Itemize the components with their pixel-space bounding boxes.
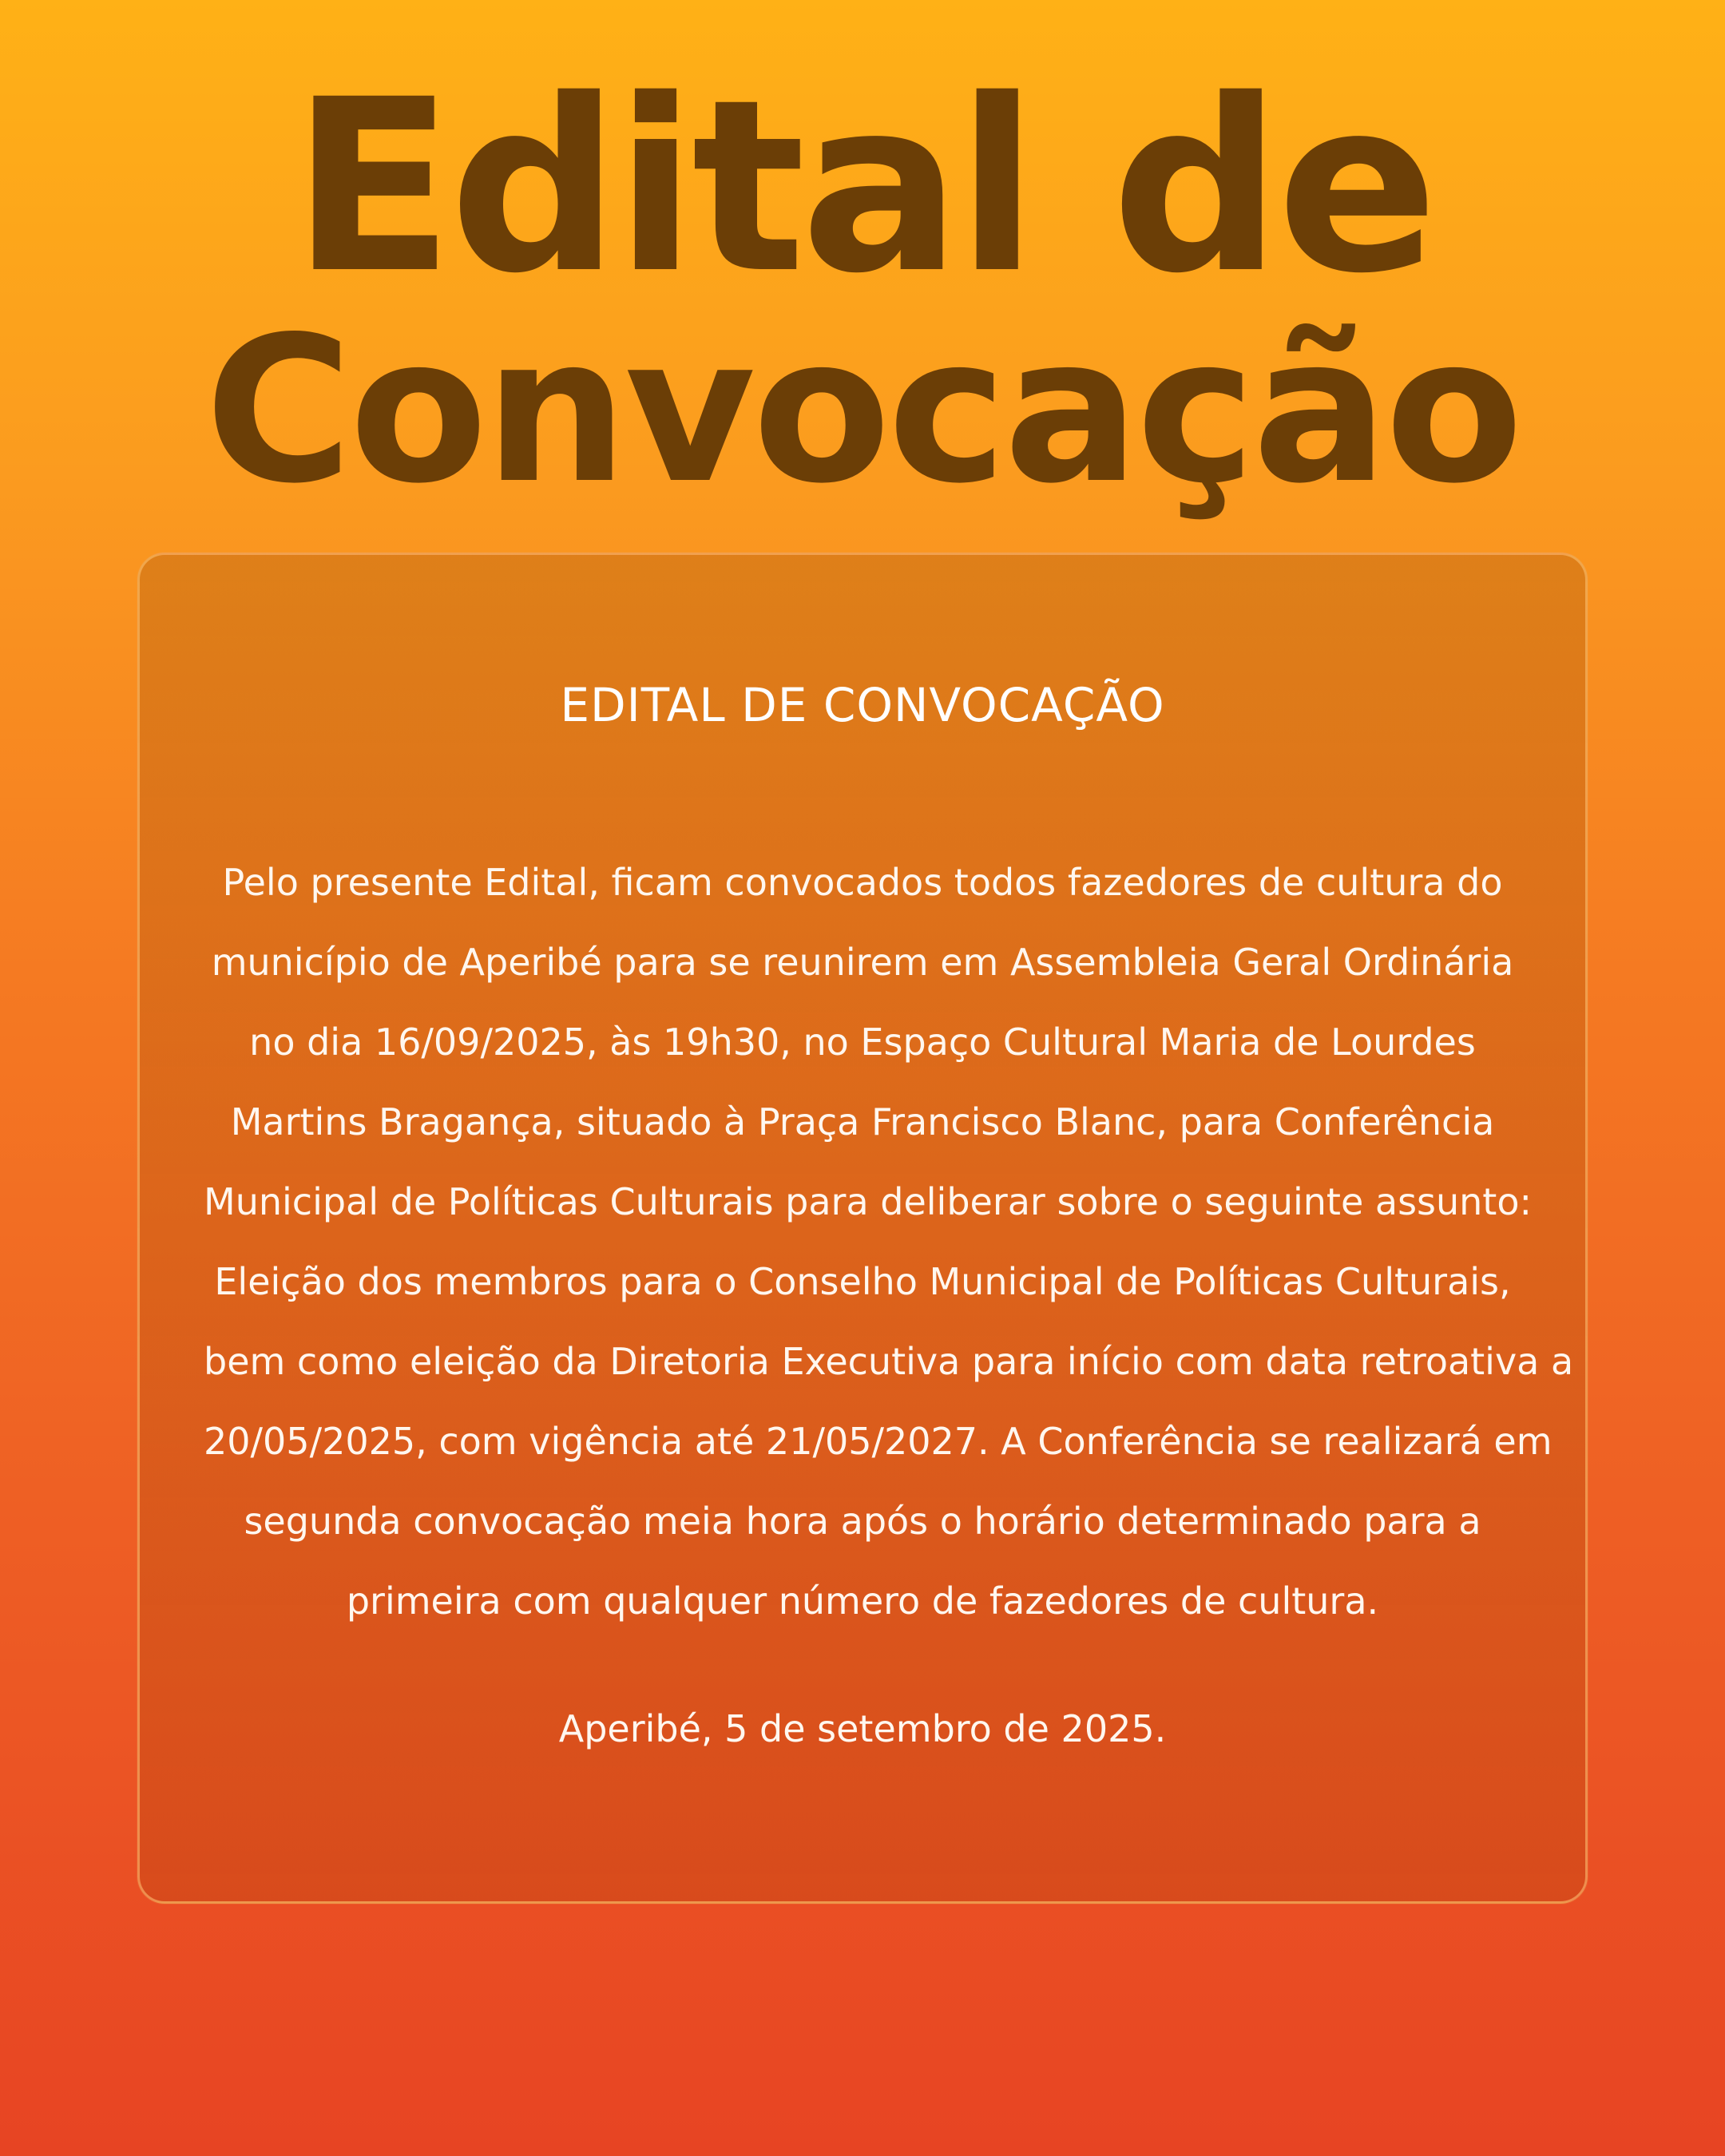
notice-body-line: Eleição dos membros para o Conselho Municipal de Políticas Culturais, — [214, 1260, 1511, 1303]
notice-date: Aperibé, 5 de setembro de 2025. — [558, 1707, 1167, 1750]
notice-title: EDITAL DE CONVOCAÇÃO — [560, 678, 1165, 732]
notice-body-line: Municipal de Políticas Culturais para deliberar sobre o seguinte assunto: — [204, 1180, 1532, 1223]
notice-body-line: segunda convocação meia hora após o horário determinado para a — [244, 1500, 1481, 1543]
notice-body-line: no dia 16/09/2025, às 19h30, no Espaço Cultural Maria de Lourdes — [249, 1021, 1476, 1064]
headline-line-1: Edital de — [291, 49, 1434, 326]
notice-body — [204, 842, 1574, 1641]
headline-line-2: Convocação — [204, 294, 1521, 528]
notice-body-line: município de Aperibé para se reunirem em Assembleia Geral Ordinária — [211, 941, 1514, 984]
notice-body-line: bem como eleição da Diretoria Executiva para início com data retroativa a — [204, 1340, 1574, 1383]
notice-body-line: Pelo presente Edital, ficam convocados todos fazedores de cultura do — [222, 861, 1503, 904]
notice-card — [137, 553, 1588, 1904]
notice-body-line: primeira com qualquer número de fazedores de cultura. — [346, 1579, 1379, 1623]
notice-body-line: 20/05/2025, com vigência até 21/05/2027. A Conferência se realizará em — [204, 1420, 1552, 1463]
notice-body-line: Martins Bragança, situado à Praça Francisco Blanc, para Conferência — [230, 1100, 1495, 1143]
